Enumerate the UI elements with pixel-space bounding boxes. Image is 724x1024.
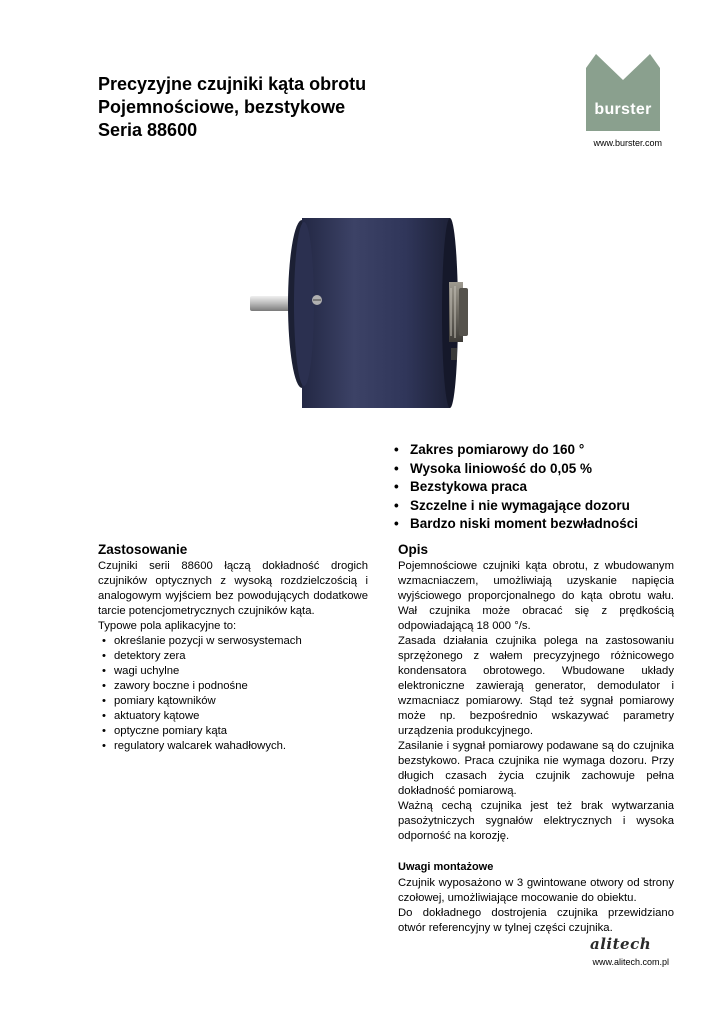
burster-website[interactable]: www.burster.com	[593, 138, 662, 148]
list-item: • optyczne pomiary kąta	[98, 724, 368, 739]
opis-heading: Opis	[398, 542, 429, 557]
title-line-2: Pojemnościowe, bezstykowe	[98, 97, 346, 117]
logo-v-mark	[586, 54, 660, 131]
page-title	[98, 73, 366, 142]
alitech-website[interactable]: www.alitech.com.pl	[592, 957, 669, 967]
feature-item: • Szczelne i nie wymagające dozoru	[394, 497, 638, 516]
application-list	[98, 634, 368, 754]
logo-text: burster	[594, 101, 652, 118]
sensor-product-image	[240, 208, 470, 414]
zastosowanie-section	[98, 541, 368, 754]
opis-paragraph: Zasada działania czujnika polega na zastosowaniu sprzężonego z wałem precyzyjnego różnicowego kondensatora obrotowego. Wbudowane układy elektroniczne zawierają generator, demodulator i wzmacniacz pomiarowy. Stąd też sygnał pomiarowy może np. bezpośrednio wskazywać parametry urządzenia produkcyjnego.	[398, 635, 674, 737]
zastosowanie-heading: Zastosowanie	[98, 542, 188, 557]
opis-section	[398, 541, 674, 936]
list-item: • zawory boczne i podnośne	[98, 679, 368, 694]
feature-item: • Zakres pomiarowy do 160 °	[394, 441, 638, 460]
list-item: • określanie pozycji w serwosystemach	[98, 634, 368, 649]
sensor-body	[302, 218, 450, 408]
list-item: • regulatory walcarek wahadłowych.	[98, 739, 368, 754]
zastosowanie-intro: Typowe pola aplikacyjne to:	[98, 620, 237, 632]
opis-paragraph: Zasilanie i sygnał pomiarowy podawane są do czujnika bezstykowo. Praca czujnika nie wymaga dozoru. Przy długich czasach życia czujnik zachowuje pełna dokładność pomiarową.	[398, 740, 674, 797]
alitech-logo: alitech	[590, 935, 652, 953]
list-item: • wagi uchylne	[98, 664, 368, 679]
opis-paragraph: Pojemnościowe czujniki kąta obrotu, z wbudowanym wzmacniaczem, umożliwiają uzyskanie napięcia wyjściowego proporcjonalnego do kąta obrotu wału. Wał czujnika może obracać się z prędkością odpowiadającą 18 000 °/s.	[398, 560, 674, 632]
title-line-1: Precyzyjne czujniki kąta obrotu	[98, 74, 367, 94]
list-item: • detektory zera	[98, 649, 368, 664]
title-line-3: Seria 88600	[98, 120, 198, 140]
mounting-paragraph: Czujnik wyposażono w 3 gwintowane otwory od strony czołowej, umożliwiające mocowanie do obiektu.	[398, 877, 674, 904]
zastosowanie-text: Czujniki serii 88600 łączą dokładność drogich czujników optycznych z wysoką rozdzielczością i analogowym wyjściem bez powodujących dodatkowe tarcie potencjometrycznych czujników kąta.	[98, 560, 368, 617]
burster-logo	[586, 54, 660, 131]
feature-list	[394, 441, 638, 534]
feature-item: • Bardzo niski moment bezwładności	[394, 515, 638, 534]
opis-paragraph: Ważną cechą czujnika jest też brak wytwarzania pasożytniczych sygnałów elektrycznych i wysoka odporność na korozję.	[398, 800, 674, 842]
list-item: • pomiary kątowników	[98, 694, 368, 709]
feature-item: • Wysoka liniowość do 0,05 %	[394, 460, 638, 479]
mounting-heading: Uwagi montażowe	[398, 861, 494, 873]
feature-item: • Bezstykowa praca	[394, 478, 638, 497]
list-item: • aktuatory kątowe	[98, 709, 368, 724]
mounting-paragraph: Do dokładnego dostrojenia czujnika przewidziano otwór referencyjny w tylnej części czujnika.	[398, 907, 674, 934]
